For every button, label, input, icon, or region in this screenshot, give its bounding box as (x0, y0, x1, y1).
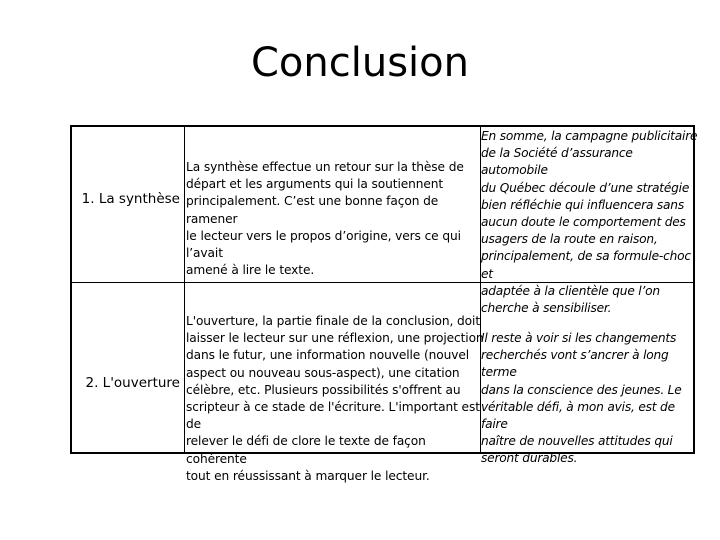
row-example-ouverture: Il reste à voir si les changements recherchés vont s’ancrer à long terme dans la conscience des jeunes. Le véritable défi, à mon avis, est de faire naître de nouvelles attitudes qui seront durables. (481, 331, 682, 466)
column-divider (184, 127, 185, 452)
row-description-ouverture: L'ouverture, la partie finale de la conclusion, doit laisser le lecteur sur une réflexion, une projection dans le futur, une information nouvelle (nouvel aspect ou nouveau sous-aspect), une citation célèbre, etc. Plusieurs possibilités s'offrent au scripteur à ce stade de l'écriture. L'important est de relever le défi de clore le texte de façon cohérente tout en réussissant à marquer le lecteur. (186, 314, 484, 483)
row-label-synthese: 1. La synthèse (81, 191, 180, 207)
row-example-synthese: En somme, la campagne publicitaire de la Société d’assurance automobile du Québec découle d’une stratégie bien réfléchie qui influencera sans aucun doute le comportement des usagers de la route en raison, principalement, de sa formule-choc et adaptée à la clientèle que l’on cherche à sensibiliser. (481, 129, 698, 316)
row-label-ouverture: 2. L'ouverture (85, 375, 180, 391)
row-description-synthese: La synthèse effectue un retour sur la thèse de départ et les arguments qui la soutiennent principalement. C’est une bonne façon de ramener le lecteur vers le propos d’origine, vers ce qui l’avait amené à lire le texte. (186, 160, 464, 278)
conclusion-table (70, 125, 698, 483)
page-title: Conclusion (251, 40, 469, 86)
